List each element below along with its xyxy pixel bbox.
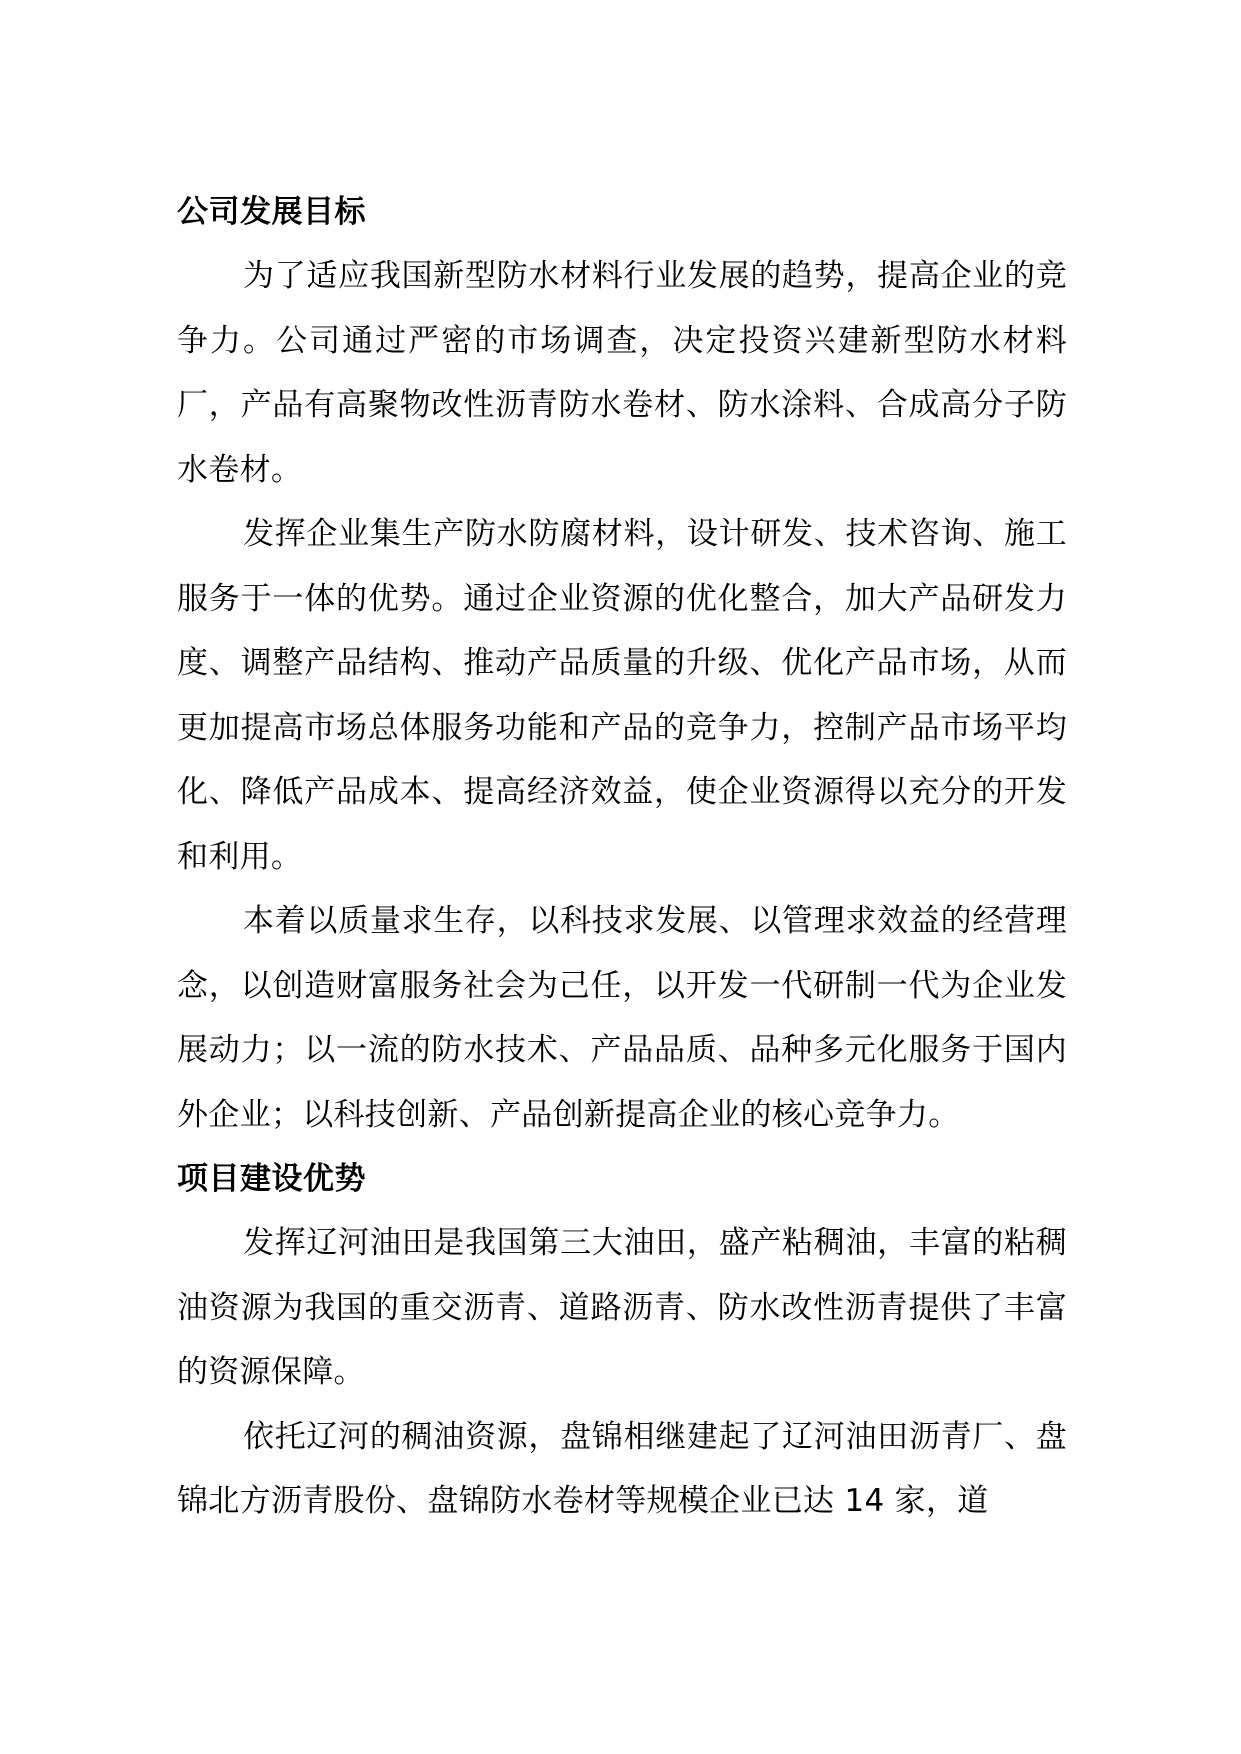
paragraph: 为了适应我国新型防水材料行业发展的趋势，提高企业的竞争力。公司通过严密的市场调查，决定投资兴建新型防水材料厂，产品有高聚物改性沥青防水卷材、防水涂料、合成高分子防水卷材。 [177,258,1067,488]
paragraph: 依托辽河的稠油资源，盘锦相继建起了辽河油田沥青厂、盘锦北方沥青股份、盘锦防水卷材等规模企业已达 14 家，道 [177,1418,1067,1519]
paragraph: 本着以质量求生存，以科技求发展、以管理求效益的经营理念，以创造财富服务社会为己任，以开发一代研制一代为企业发展动力；以一流的防水技术、产品品质、品种多元化服务于国内外企业；以科技创新、产品创新提高企业的核心竞争力。 [177,903,1067,1133]
paragraph: 发挥辽河油田是我国第三大油田，盛产粘稠油，丰富的粘稠油资源为我国的重交沥青、道路沥青、防水改性沥青提供了丰富的资源保障。 [177,1225,1067,1390]
paragraph: 发挥企业集生产防水防腐材料，设计研发、技术咨询、施工服务于一体的优势。通过企业资源的优化整合，加大产品研发力度、调整产品结构、推动产品质量的升级、优化产品市场，从而更加提高市场总体服务功能和产品的竞争力，控制产品市场平均化、降低产品成本、提高经济效益，使企业资源得以充分的开发和利用。 [177,516,1067,875]
section-heading-project-advantages: 项目建设优势 [177,1161,366,1197]
document-page [177,180,1067,1534]
section-heading-company-goals: 公司发展目标 [177,194,366,230]
